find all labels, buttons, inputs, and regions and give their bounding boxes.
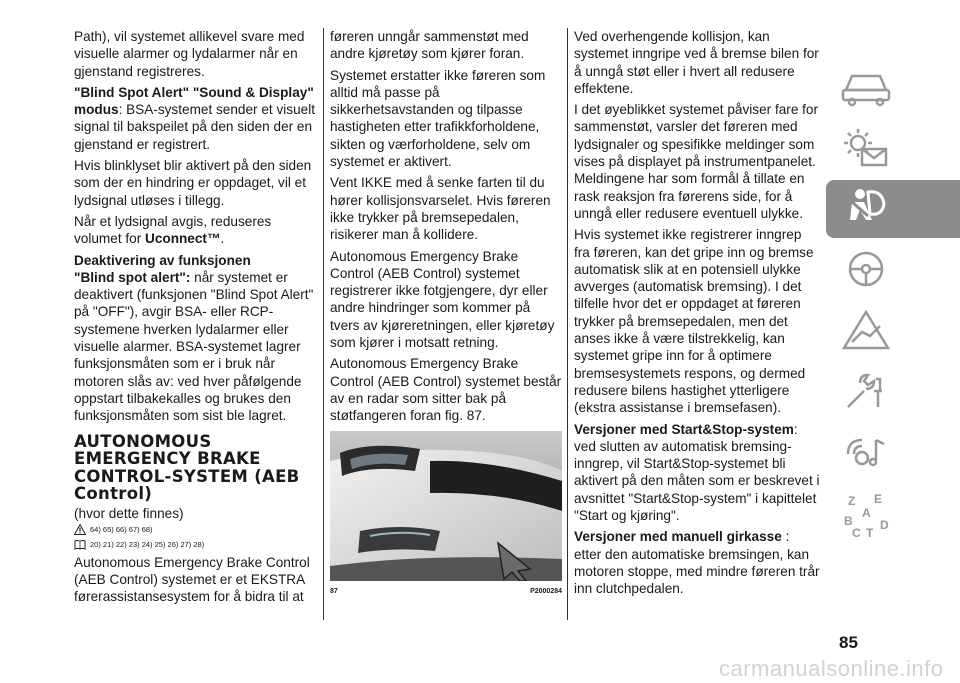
figure-87 [330, 431, 562, 601]
figure-code: P2000284 [530, 587, 562, 595]
index-letter: E [874, 492, 883, 506]
warning-triangle-icon [74, 524, 86, 535]
paragraph [74, 213, 318, 248]
paragraph-text: Når et lydsignal avgis, reduseres volumet for [74, 213, 272, 247]
paragraph: I det øyeblikket systemet påviser fare for sammenstøt, varsler det føreren med lydsignaler og spesifikke meldinger som vises på displayet på instrumentpanelet. Meldingene har som formål å tillate en rask reaksjon fra førerens side, for å unngå eller redusere eventuell ulykke. [574, 102, 819, 221]
paragraph [74, 269, 318, 425]
sub-heading-text: Deaktivering av funksjonen [74, 252, 251, 268]
page-number: 85 [839, 633, 858, 652]
text-column-1 [74, 28, 318, 610]
paragraph: (hvor dette finnes) [74, 505, 184, 521]
index-letter: T [866, 526, 874, 540]
index-letter: A [862, 506, 871, 520]
index-letters-icon [838, 491, 894, 541]
paragraph: føreren unngår sammenstøt med andre kjøretøy som kjører foran. [330, 29, 529, 62]
footnote-ref-note [74, 539, 318, 550]
index-letter: D [880, 518, 889, 532]
tools-icon [838, 369, 894, 415]
section-heading: AUTONOMOUS EMERGENCY BRAKE CONTROL-SYSTEM (AEB Control) [74, 431, 300, 504]
paragraph [574, 421, 820, 525]
steering-wheel-icon [838, 247, 894, 293]
note-book-icon [74, 539, 86, 550]
index-letter: C [852, 526, 861, 540]
paragraph-text: : ved slutten av automatisk bremsing-inngrep, vil Start&Stop-systemet bli aktivert på den måten som er beskrevet i avsnittet "Start&Stop-system" i kapittelet "Start og kjøring". [574, 421, 820, 524]
tab-warning-lights[interactable] [826, 119, 960, 177]
car-front-bumper-photo [330, 431, 562, 581]
paragraph: Systemet erstatter ikke føreren som alltid må passe på sikkerhetsavstanden og tilpasse hastigheten etter trafikkforholdene, sikten og værforholdene, selv om systemet er aktivert. [330, 67, 546, 170]
column-divider [323, 28, 324, 620]
figure-number: 87 [330, 587, 338, 595]
car-icon [838, 64, 894, 110]
text-column-3 [574, 28, 820, 602]
paragraph-text: : etter den automatiske bremsingen, kan motoren stoppe, med mindre føreren trår inn clutchpedalen. [574, 529, 820, 597]
index-letter: Z [848, 494, 856, 508]
paragraph: Ved overhengende kollisjon, kan systemet inngripe ved å bremse bilen for å unngå støt eller i hvert all redusere effektene. [574, 29, 819, 96]
warning-lights-icon [838, 125, 894, 171]
paragraph: Hvis systemet ikke registrerer inngrep fra føreren, kan det gripe inn og bremse automatisk slik at en potensiell ulykke avverges (automatisk bremsing). I det tilfelle hvor det er oppdaget at føreren trykker på bremsepedalen, men det anses ikke å være tilstrekkelig, kan systemet gripe inn for å optimere bremsesystemets respons, og dermed redusere bilens hastighet ytterligere (ekstra assistanse i bremsefasen). [574, 227, 814, 416]
footnote-ref-warning [74, 524, 318, 535]
figure-caption [330, 583, 562, 600]
bold-term: Uconnect™ [145, 231, 221, 247]
bold-term: "Blind spot alert": [74, 269, 191, 285]
paragraph: Autonomous Emergency Brake Control (AEB Control) systemet består av en radar som sitter bak på støtfangeren foran fig. 87. [330, 356, 562, 424]
bold-term: Versjoner med manuell girkasse [574, 529, 782, 545]
paragraph [574, 528, 820, 597]
column-divider [567, 28, 568, 620]
tab-safety[interactable] [826, 180, 960, 238]
footnote-numbers: 64) 65) 66) 67) 68) [90, 524, 153, 534]
paragraph-text: når systemet er deaktivert (funksjonen "Blind Spot Alert" på "OFF"), avgir BSA- eller RCP-systemene hverken lydalarmer eller visuelle alarmer. BSA-systemet lagrer funksjonsmåten som er i bruk når motoren slås av: ved hver påfølgende oppstart tilbakekalles og brukes den funksjonsmåten som sist ble lagret. [74, 269, 314, 424]
tab-emergency[interactable] [826, 302, 960, 360]
paragraph-text: . [220, 231, 225, 247]
tab-index[interactable] [826, 485, 960, 543]
tab-starting-driving[interactable] [826, 241, 960, 299]
airbag-seat-icon [838, 186, 894, 232]
tab-dashboard[interactable] [826, 58, 960, 116]
footnote-numbers: 20) 21) 22) 23) 24) 25) 26) 27) 28) [90, 539, 205, 549]
sub-heading [74, 252, 318, 269]
multimedia-icon [838, 430, 894, 476]
paragraph-text: : BSA-systemet sender et visuelt signal til bakspeilet på den siden der en gjenstand er registrert. [74, 102, 315, 152]
paragraph: Autonomous Emergency Brake Control (AEB Control) systemet er et EKSTRA førerassistansesystem for å bidra til at [74, 554, 310, 605]
paragraph [74, 84, 318, 153]
road-warning-icon [838, 308, 894, 354]
watermark: carmanualsonline.info [719, 656, 944, 681]
bold-term: Versjoner med Start&Stop-system [574, 421, 794, 437]
index-letter: B [844, 514, 853, 528]
paragraph: Vent IKKE med å senke farten til du hører kollisjonsvarselet. Hvis føreren ikke trykker på bremsepedalen, risikerer man å kollidere. [330, 175, 551, 243]
tab-maintenance[interactable] [826, 363, 960, 421]
paragraph: Hvis blinklyset blir aktivert på den siden som der en hindring er oppdaget, vil et lydsignal utløses i tillegg. [74, 158, 312, 208]
chapter-tabs [826, 58, 960, 546]
paragraph: Path), vil systemet allikevel svare med visuelle alarmer og lydalarmer når en gjenstand registreres. [74, 29, 305, 79]
paragraph: Autonomous Emergency Brake Control (AEB Control) systemet registrerer ikke fotgjengere, dyr eller andre hindringer som kommer på tvers av kjøreretningen, eller kjøretøy som kjører i motsatt retning. [330, 248, 555, 351]
text-column-2 [330, 28, 562, 601]
tab-multimedia[interactable] [826, 424, 960, 482]
bold-term: "Blind Spot Alert" "Sound & Display" modus [74, 84, 314, 118]
